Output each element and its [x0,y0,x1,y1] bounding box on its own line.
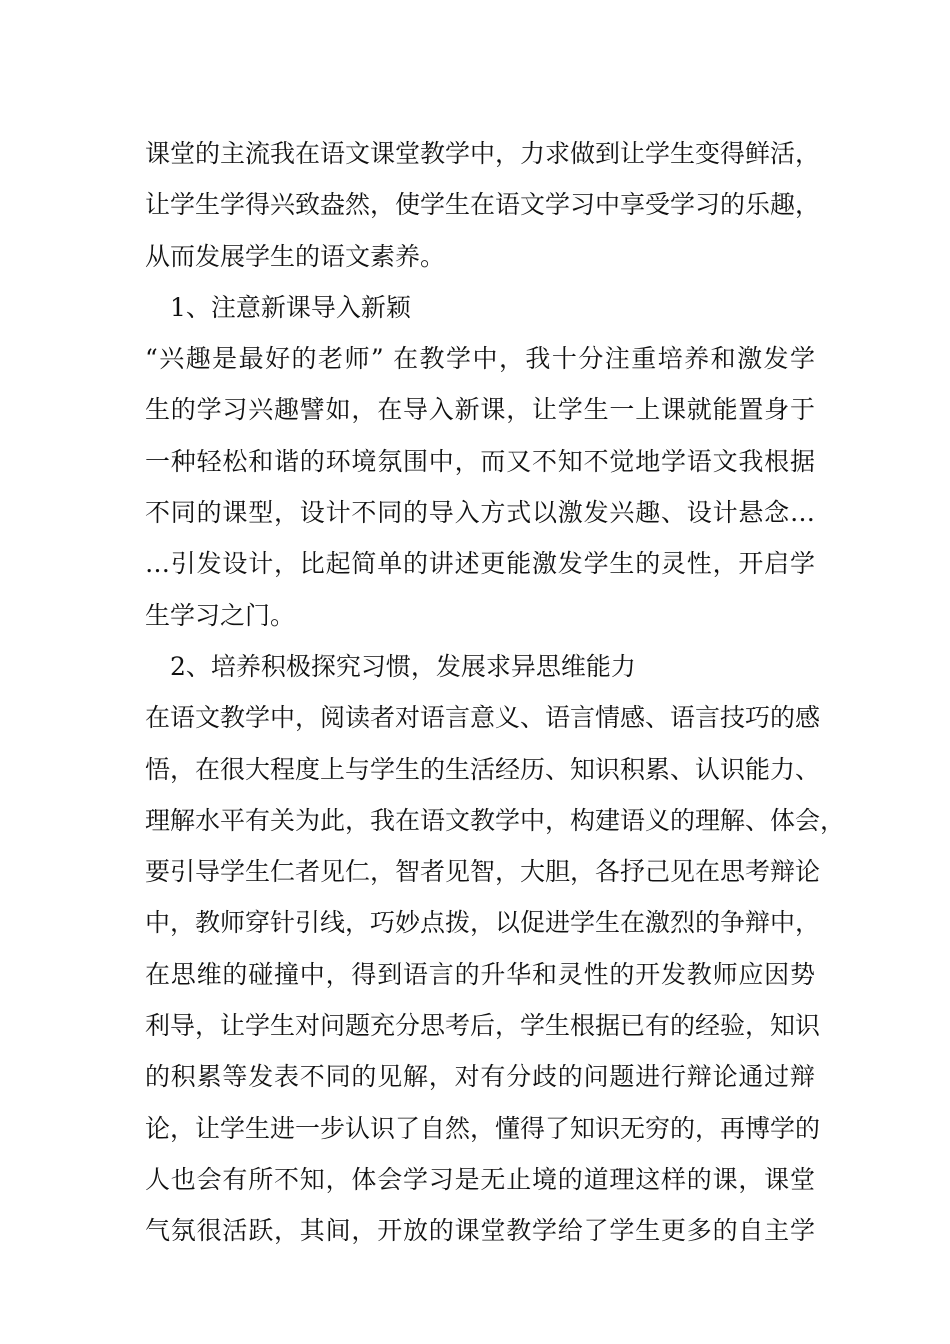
section-heading: 1、注意新课导入新颖 [170,292,411,322]
text-line: 理解水平有关为此，我在语文教学中，构建语义的理解、体会， [145,805,846,835]
text-line: 让学生学得兴致盎然，使学生在语文学习中享受学习的乐趣， [145,190,821,220]
text-line: 在思维的碰撞中，得到语言的升华和灵性的开发教师应因势 [145,959,815,989]
text-line: 不同的课型，设计不同的导入方式以激发兴趣、设计悬念… [145,498,815,528]
text-line: 人也会有所不知，体会学习是无止境的道理这样的课，课堂 [145,1164,815,1194]
section-heading: 2、培养积极探究习惯，发展求异思维能力 [170,651,636,681]
text-line: 利导，让学生对问题充分思考后，学生根据已有的经验，知识 [145,1011,821,1041]
text-line: 中，教师穿针引线，巧妙点拨，以促进学生在激烈的争辩中， [145,908,821,938]
text-line: 要引导学生仁者见仁，智者见智，大胆，各抒己见在思考辩论 [145,857,821,887]
text-line: 生的学习兴趣譬如，在导入新课，让学生一上课就能置身于 [145,395,815,425]
text-line: 悟，在很大程度上与学生的生活经历、知识积累、认识能力、 [145,754,821,784]
text-line: 从而发展学生的语文素养。 [145,241,446,271]
text-line: 的积累等发表不同的见解，对有分歧的问题进行辩论通过辩 [145,1062,815,1092]
text-line: 生学习之门。 [145,600,296,630]
body-text [145,128,846,1257]
text-line: 一种轻松和谐的环境氛围中，而又不知不觉地学语文我根据 [145,446,815,476]
text-line: 论，让学生进一步认识了自然，懂得了知识无穷的，再博学的 [145,1113,821,1143]
text-line: 气氛很活跃，其间，开放的课堂教学给了学生更多的自主学 [145,1216,815,1246]
text-line: 课堂的主流我在语文课堂教学中，力求做到让学生变得鲜活， [145,139,821,168]
text-line: …引发设计，比起简单的讲述更能激发学生的灵性，开启学 [145,549,815,579]
text-line: “兴趣是最好的老师” 在教学中，我十分注重培养和激发学 [145,344,815,374]
text-line: 在语文教学中，阅读者对语言意义、语言情感、语言技巧的感 [145,703,821,733]
